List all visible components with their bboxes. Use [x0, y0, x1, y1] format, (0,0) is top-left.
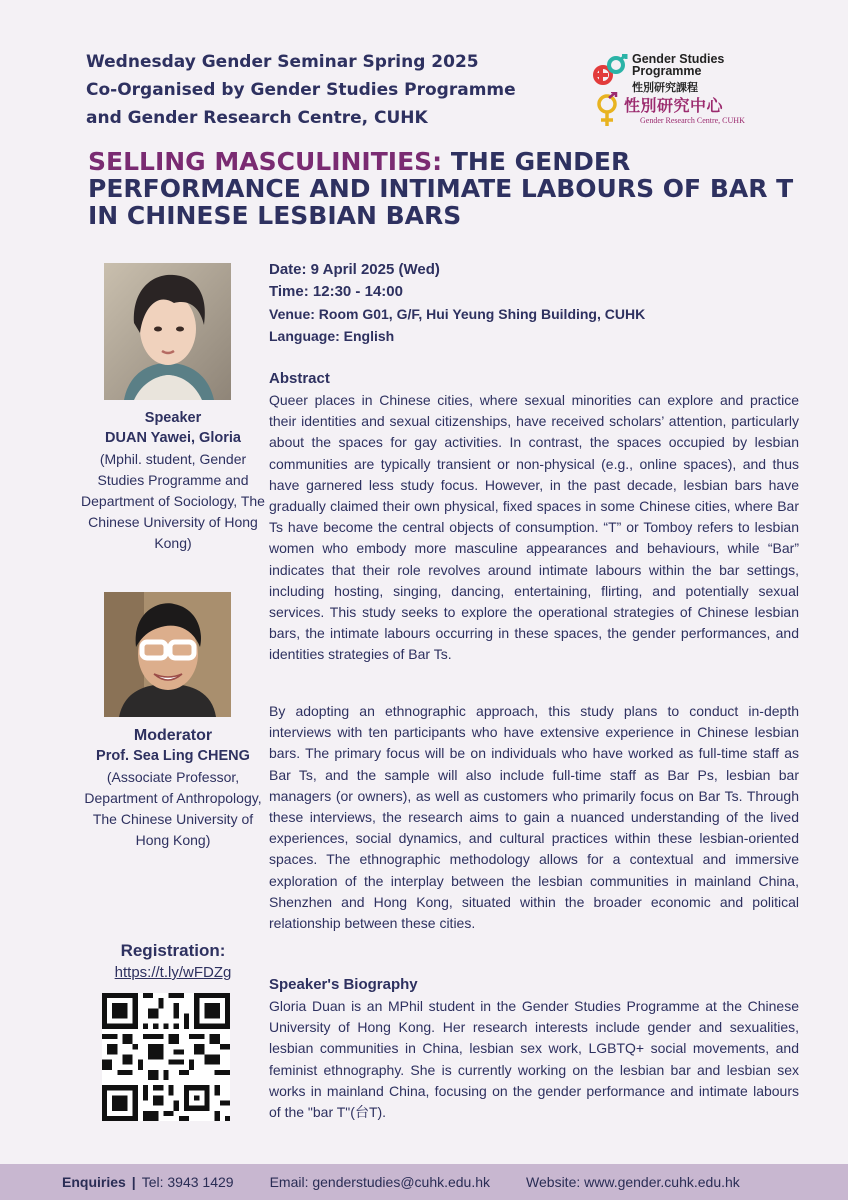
- footer-label: Enquiries: [62, 1174, 126, 1190]
- registration-link[interactable]: https://t.ly/wFDZg: [114, 964, 232, 981]
- speaker-role: Speaker: [144, 410, 202, 426]
- header-line-series: Wednesday Gender Seminar Spring 2025: [86, 52, 479, 72]
- footer-website[interactable]: Website: www.gender.cuhk.edu.hk: [526, 1174, 740, 1190]
- moderator-role: Moderator: [133, 727, 213, 744]
- event-date: Date: 9 April 2025 (Wed): [269, 261, 440, 278]
- gsp-logo-english-line1: Gender Studies: [632, 52, 725, 66]
- event-time: Time: 12:30 - 14:00: [269, 283, 403, 300]
- gsp-logo-icon: [592, 54, 628, 88]
- event-language: Language: English: [269, 328, 395, 344]
- gsp-logo-english: [632, 53, 724, 77]
- moderator-name: Prof. Sea Ling CHENG: [96, 748, 250, 764]
- header-line-coorganiser: Co-Organised by Gender Studies Programme: [86, 80, 516, 100]
- seminar-title-rest: THE GENDER PERFORMANCE AND INTIMATE LABOURS OF BAR T IN CHINESE LESBIAN BARS: [88, 147, 794, 230]
- biography-heading: Speaker's Biography: [269, 976, 418, 993]
- gender-studies-programme-logo: [592, 52, 772, 92]
- footer-enquiries: [0, 1164, 848, 1200]
- abstract-section: [269, 368, 799, 666]
- registration-title: Registration:: [120, 941, 226, 960]
- speaker-block: [78, 408, 268, 554]
- gsp-logo-english-line2: Programme: [632, 64, 702, 78]
- footer-separator: |: [131, 1174, 136, 1190]
- moderator-block: [78, 726, 268, 851]
- speaker-name: DUAN Yawei, Gloria: [105, 430, 241, 446]
- moderator-affiliation: (Associate Professor, Department of Anthropology, The Chinese University of Hong Kong): [84, 769, 262, 848]
- event-venue: Venue: Room G01, G/F, Hui Yeung Shing Building, CUHK: [269, 306, 646, 322]
- registration-block: [78, 940, 268, 984]
- header-line-centre: and Gender Research Centre, CUHK: [86, 108, 428, 128]
- speaker-photo: [104, 263, 231, 400]
- grc-logo-chinese: 性別研究中心: [624, 98, 724, 115]
- speaker-affiliation: (Mphil. student, Gender Studies Programme and Department of Sociology, The Chinese University of Hong Kong): [81, 451, 265, 551]
- event-details: [269, 259, 799, 347]
- biography-text: Gloria Duan is an MPhil student in the Gender Studies Programme at the Chinese University of Hong Kong. Her research interests include gender and sexualities, lesbian communities in China, lesbian sex work, LGBTQ+ social movements, and feminist ethnography. She is currently working on the lesbian bar and lesbian sex works in mainland China, focusing on the gender performance and intimate labours of the "bar T"(台T).: [269, 998, 799, 1121]
- abstract-heading: Abstract: [269, 370, 330, 387]
- footer-email[interactable]: Email: genderstudies@cuhk.edu.hk: [269, 1174, 491, 1190]
- abstract-paragraph-1: Queer places in Chinese cities, where sexual minorities can explore and practice their identities and sexual citizenships, have received scholars’ attention, particularly about the spaces for gay activities. In contrast, the spaces occupied by lesbian communities are typically transient or non-physical (e.g., online spaces), and thus have garnered less study focus. However, in the past decade, lesbian bars have gradually claimed their own physical, fixed spaces in some Chinese cities, where Bar Ts have become the central objects of consumption. “T” or Tomboy refers to lesbian women who embody more masculine appearances and behaviours, while “Bar” indicates that their role revolves around intimate labours within the bar settings, including hosting, singing, dancing, entertaining, flirting, and potentially sexual services. This study seeks to explore the operational strategies of Chinese lesbian bars, the intimate labours occurring in these spaces, the gender performances, and identities strategies of Bar Ts.: [269, 392, 799, 663]
- gender-research-centre-logo: [596, 92, 796, 132]
- seminar-title: [88, 148, 808, 229]
- moderator-photo: [104, 592, 231, 717]
- abstract-section-continued: [269, 701, 799, 934]
- seminar-header: [86, 48, 556, 132]
- biography-section: [269, 974, 799, 1123]
- registration-qr-code[interactable]: [102, 993, 230, 1121]
- abstract-paragraph-2: By adopting an ethnographic approach, this study plans to conduct in-depth interviews with ten participants who have extensive experience in Chinese lesbian bars. The primary focus will be on individuals who have worked as full-time staff as Bar Ts, and the sample will also include full-time staff as Bar Ps, lesbian bar managers (or owners), as well as customers who primarily focus on Bar Ts. Through these interviews, the research aims to gain a nuanced understanding of the lived experiences, social dynamics, and cultural practices within these lesbian-oriented spaces. The ethnographic methodology allows for a contextual and immersive exploration of the interplay between the lesbian communities in mainland China, Shenzhen and Hong Kong, situated within the broader economic and political relationship between these cities.: [269, 703, 799, 932]
- seminar-title-accent: SELLING MASCULINITIES:: [88, 147, 443, 176]
- grc-logo-icon: [596, 92, 618, 128]
- footer-tel: Tel: 3943 1429: [141, 1174, 234, 1190]
- grc-logo-english: Gender Research Centre, CUHK: [640, 116, 745, 125]
- gsp-logo-chinese: 性別研究課程: [632, 82, 698, 94]
